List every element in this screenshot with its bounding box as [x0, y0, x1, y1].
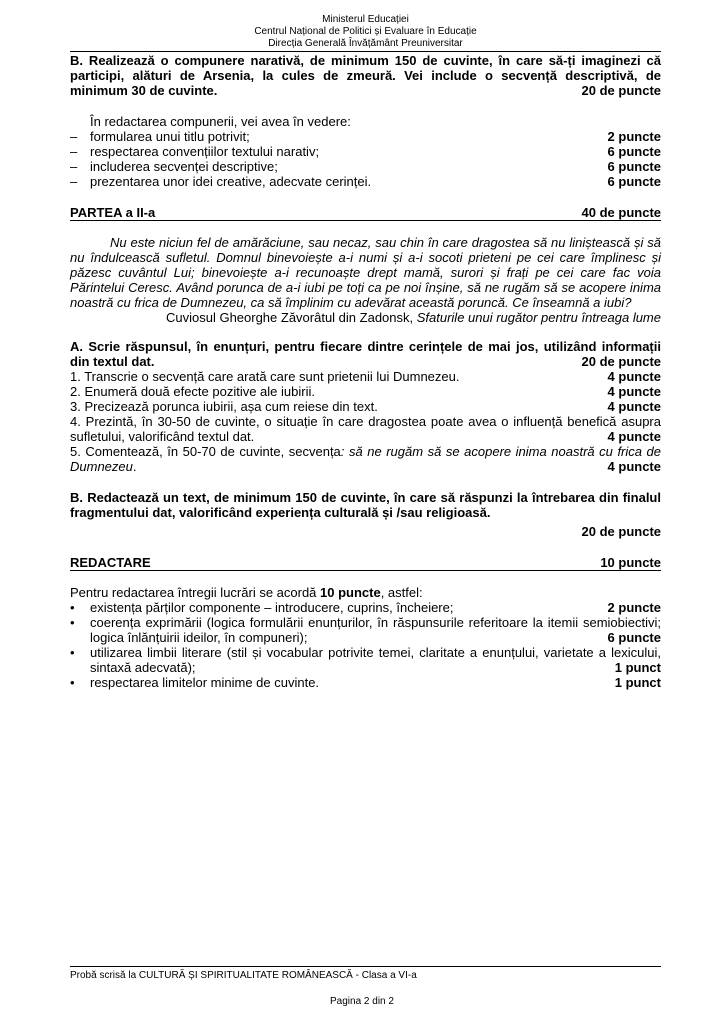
criterion-points: 6 puncte [607, 144, 661, 159]
criterion-points: 6 puncte [607, 159, 661, 174]
question-text-end: . [132, 459, 137, 474]
question-text-start: 5. Comentează, în 50-70 de cuvinte, secvența [70, 444, 341, 459]
header-ministry: Ministerul Educației [322, 14, 409, 25]
question-points: 4 puncte [607, 399, 661, 414]
question-text: 4. Prezintă, în 30-50 de cuvinte, o situație în care dragostea poate avea o influență benefică asupra sufletului, valorificând textul dat. [70, 414, 661, 444]
excerpt-text: Nu este niciun fel de amărăciune, sau necaz, sau chin în care dragostea să nu liniștească și să nu îndulcească sufletul. Domnul binevoiește a-i numi și a-i socoti prieteni pe cei care împlinesc și păzesc cuvântul Lui; binevoiește a-i recunoaște drept mamă, surori și frați pe cei care fac voia Părintelui Ceresc. Având porunca de a-i iubi pe toți ca pe noi înșine, să ne rugăm să se acopere inima noastră cu frica de Dumnezeu, ca să împlinim cu adevărat această poruncă. Ce înseamnă a iubi? [70, 235, 661, 310]
part2-title: PARTEA a II-a [70, 205, 156, 220]
criterion [70, 144, 661, 159]
section-b1-text: B. Realizează o compunere narativă, de minimum 150 de cuvinte, în care să-ți imaginezi că participi, alături de Arsenia, la cules de zmeură. Vei include o secvență descriptivă, de minimum 30 de cuvinte. [70, 53, 661, 98]
question-item [70, 399, 661, 414]
section-a [70, 339, 661, 369]
footer [70, 970, 417, 981]
section-b1-criteria [70, 129, 661, 189]
redactare-item [70, 645, 661, 675]
redactare-item [70, 615, 661, 645]
question-points: 4 puncte [607, 429, 661, 444]
section-b1 [70, 53, 661, 98]
header-center: Centrul Național de Politici și Evaluare în Educație [254, 26, 477, 37]
document-page [70, 0, 661, 690]
question-points: 4 puncte [607, 369, 661, 384]
section-a-text: A. Scrie răspunsul, în enunțuri, pentru fiecare dintre cerințele de mai jos, utilizând informații din textul dat. [70, 339, 661, 369]
part2-heading [70, 205, 661, 221]
criterion-label: includerea secvenței descriptive; [90, 159, 278, 174]
section-b2-points: 20 de puncte [581, 524, 661, 539]
question-points: 4 puncte [607, 384, 661, 399]
criterion [70, 129, 661, 144]
redactare-intro [70, 585, 661, 600]
criterion-label: formularea unui titlu potrivit; [90, 129, 250, 144]
question-text: 3. Precizează porunca iubirii, așa cum reiese din text. [70, 399, 378, 414]
redactare-item-text: coerența exprimării (logica formulării enunțurilor, în răspunsurile referitoare la itemii semiobiectivi; logica înlănțuirii ideilor, în compuneri); [90, 615, 661, 645]
redactare-item [70, 600, 661, 615]
criterion-label: respectarea convențiilor textului narativ; [90, 144, 320, 159]
criterion [70, 174, 661, 189]
bullet-icon: • [70, 615, 75, 630]
source-author: Cuviosul Gheorghe Zăvorâtul din Zadonsk, [165, 310, 417, 325]
redactare-item-text: respectarea limitelor minime de cuvinte. [90, 675, 320, 690]
redactare-item [70, 675, 661, 690]
criterion-dash: – [70, 129, 78, 144]
redactare-item-points: 1 punct [614, 660, 661, 675]
footer-subject: CULTURĂ ȘI SPIRITUALITATE ROMÂNEASCĂ [138, 970, 353, 981]
source-title: Sfaturile unui rugător pentru întreaga lume [416, 310, 661, 325]
redactare-item-points: 2 puncte [607, 600, 661, 615]
bullet-icon: • [70, 600, 75, 615]
criterion-points: 2 puncte [607, 129, 661, 144]
redactare-title: REDACTARE [70, 555, 151, 570]
header-rule [70, 51, 661, 52]
criterion-label: prezentarea unor idei creative, adecvate cerinței. [90, 174, 372, 189]
section-a-points: 20 de puncte [581, 354, 661, 369]
question-text: 2. Enumeră două efecte pozitive ale iubirii. [70, 384, 315, 399]
footer-suffix: - Clasa a VI-a [352, 970, 417, 981]
question-points: 4 puncte [607, 459, 661, 474]
redactare-item-text: utilizarea limbii literare (stil și vocabular potrivite temei, claritate a enunțului, varietate a lexicului, sintaxă adecvată); [90, 645, 661, 675]
bullet-icon: • [70, 645, 75, 660]
question-text: 1. Transcrie o secvență care arată care sunt prietenii lui Dumnezeu. [70, 369, 460, 384]
page-number: Pagina 2 din 2 [330, 996, 394, 1007]
redactare-heading [70, 555, 661, 571]
bullet-icon: • [70, 675, 75, 690]
question-item [70, 369, 661, 384]
redactare-item-points: 1 punct [614, 675, 661, 690]
question-item [70, 444, 661, 474]
footer-rule [70, 966, 661, 967]
redactare-list [70, 600, 661, 690]
intro-start: Pentru redactarea întregii lucrări se acordă [70, 585, 321, 600]
footer-prefix: Probă scrisă la [70, 970, 139, 981]
criterion-points: 6 puncte [607, 174, 661, 189]
criterion-dash: – [70, 174, 78, 189]
question-item [70, 384, 661, 399]
header-direction: Direcția Generală Învățământ Preuniversitar [268, 38, 463, 49]
criterion-dash: – [70, 159, 78, 174]
section-a-items [70, 369, 661, 474]
criterion-dash: – [70, 144, 78, 159]
section-b2-text: B. Redactează un text, de minimum 150 de cuvinte, în care să răspunzi la întrebarea din finalul fragmentului dat, valorificând experiența culturală și /sau religioasă. [70, 490, 661, 520]
intro-end: , astfel: [380, 585, 423, 600]
intro-points: 10 puncte [320, 585, 381, 600]
question-item [70, 414, 661, 444]
section-b1-intro: În redactarea compunerii, vei avea în vedere: [90, 114, 351, 129]
section-b1-points: 20 de puncte [581, 83, 661, 98]
redactare-item-text: existența părților componente – introducere, cuprins, încheiere; [90, 600, 454, 615]
header [70, 14, 661, 50]
redactare-item-points: 6 puncte [607, 630, 661, 645]
redactare-points: 10 puncte [600, 555, 661, 570]
part2-points: 40 de puncte [581, 205, 661, 220]
question-quote: : să ne rugăm să se acopere inima noastră cu frica de Dumnezeu [70, 444, 662, 474]
excerpt-source [70, 310, 661, 325]
criterion [70, 159, 661, 174]
